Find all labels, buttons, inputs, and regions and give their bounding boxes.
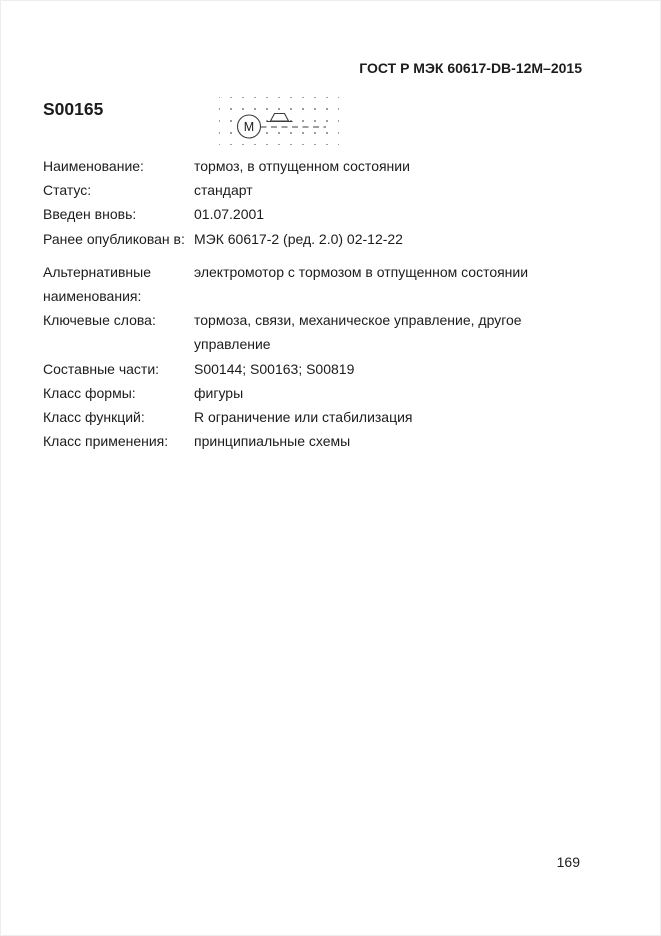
field-row [43, 260, 554, 308]
field-label: Ключевые слова: [43, 312, 156, 329]
page-number: 169 [556, 854, 580, 870]
field-label: Составные части: [43, 360, 160, 377]
field-value: тормоза, связи, механическое управление, другое управление [194, 312, 522, 353]
field-row [43, 154, 554, 178]
symbol-id: S00165 [43, 99, 104, 119]
field-value: МЭК 60617-2 (ред. 2.0) 02-12-22 [194, 230, 403, 247]
field-label: Класс функций: [43, 409, 145, 426]
field-label: Введен вновь: [43, 206, 137, 223]
field-row [43, 202, 554, 226]
symbol-drawing [219, 97, 339, 145]
field-label: Класс применения: [43, 433, 169, 450]
field-label: Класс формы: [43, 384, 136, 401]
field-label: Ранее опубликован в: [43, 230, 185, 247]
field-row [43, 178, 554, 202]
field-value: тормоз, в отпущенном состоянии [194, 158, 410, 174]
field-value: S00144; S00163; S00819 [194, 360, 355, 377]
field-row [43, 357, 554, 381]
field-row [43, 308, 554, 356]
field-value: стандарт [194, 182, 253, 199]
field-value: фигуры [194, 384, 244, 401]
field-label: Наименование: [43, 158, 144, 174]
field-row [43, 381, 554, 405]
fields-table [43, 154, 554, 453]
field-value: R ограничение или стабилизация [194, 409, 413, 426]
field-value: электромотор с тормозом в отпущенном состоянии [194, 263, 529, 280]
field-label: Статус: [43, 182, 92, 199]
field-row [43, 227, 554, 251]
field-row [43, 429, 554, 453]
document-title: ГОСТ Р МЭК 60617-DB-12M–2015 [359, 60, 582, 76]
field-row [43, 405, 554, 429]
field-value: 01.07.2001 [194, 206, 265, 223]
field-label: Альтернативные наименования: [43, 263, 151, 305]
motor-with-released-brake-symbol [219, 97, 339, 145]
motor-letter: M [243, 120, 255, 134]
field-value: принципиальные схемы [194, 433, 351, 450]
brake-trapezoid-icon [271, 114, 289, 122]
